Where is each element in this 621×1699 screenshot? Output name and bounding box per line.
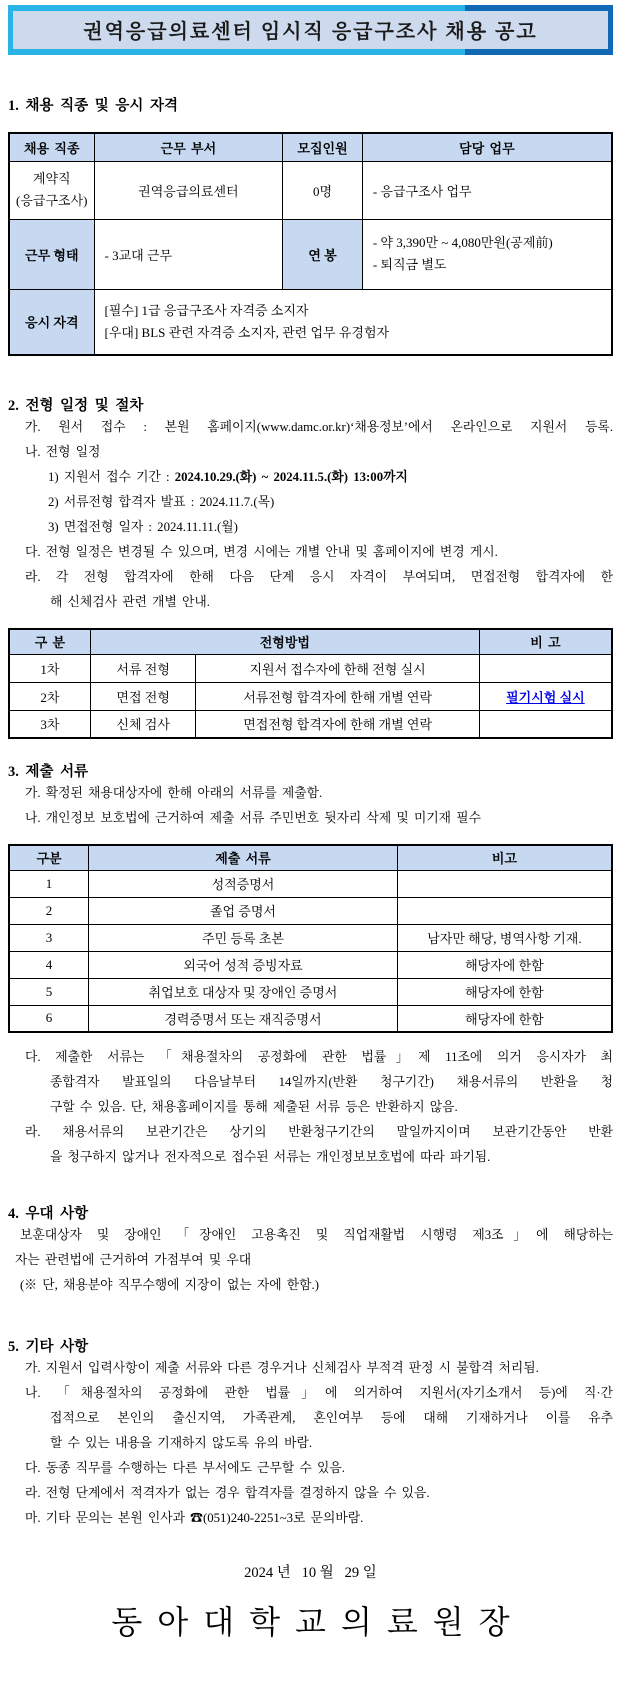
- dept-cell: 권역응급의료센터: [94, 161, 283, 219]
- banner-bottom-bar: [13, 49, 608, 55]
- written-test-note: 필기시험 실시: [506, 689, 585, 705]
- salary-label: 연 봉: [283, 219, 363, 289]
- count-cell: 0명: [283, 161, 363, 219]
- documents-row-3: [9, 924, 612, 951]
- issuer-signature: 동아대학교의료원장: [111, 1603, 525, 1640]
- issue-date: 2024 년 10 월 29 일: [244, 1565, 377, 1581]
- doc-3-name: 주민 등록 초본: [89, 924, 398, 951]
- doc-4-name: 외국어 성적 증빙자료: [89, 951, 398, 978]
- documents-row-6: [9, 1005, 612, 1032]
- doc-1-no: 1: [9, 870, 89, 897]
- section4-heading: 4. 우대 사항: [8, 1206, 89, 1222]
- recruit-header-job: 채용 직종: [9, 133, 94, 161]
- documents-header-doc: 제출 서류: [89, 845, 398, 870]
- process-row-2: [9, 682, 612, 710]
- recruit-header-count: 모집인원: [283, 133, 363, 161]
- doc-1-note: [397, 870, 612, 897]
- page-title: 권역응급의료센터 임시직 응급구조사 채용 공고: [83, 21, 538, 43]
- s2-sub1: [48, 465, 613, 490]
- s2-sub1-prefix: 1) 지원서 접수 기간 :: [48, 470, 175, 484]
- documents-row-1: [9, 870, 612, 897]
- doc-5-name: 취업보호 대상자 및 장애인 증명서: [89, 978, 398, 1005]
- process-2-desc: 서류전형 합격자에 한해 개별 연락: [196, 682, 479, 710]
- doc-2-name: 졸업 증명서: [89, 897, 398, 924]
- s4-line2: 자는 관련법에 근거하여 가점부여 및 우대: [15, 1253, 252, 1267]
- process-1-desc: 지원서 접수자에 한해 전형 실시: [196, 654, 479, 682]
- process-3-note: [479, 710, 612, 738]
- documents-row-2: [9, 897, 612, 924]
- process-2-no: 2차: [9, 682, 90, 710]
- documents-header-note: 비고: [397, 845, 612, 870]
- doc-6-no: 6: [9, 1005, 89, 1032]
- doc-2-no: 2: [9, 897, 89, 924]
- s2-item-na: 나. 전형 일정: [25, 445, 101, 459]
- process-row-3: [9, 710, 612, 738]
- doc-5-note: 해당자에 한함: [397, 978, 612, 1005]
- doc-3-note: 남자만 해당, 병역사항 기재.: [397, 924, 612, 951]
- s2-sub3: 3) 면접전형 일자 : 2024.11.11.(월): [48, 520, 238, 534]
- s3-item-ga: 가. 확정된 채용대상자에 한해 아래의 서류를 제출함.: [25, 786, 323, 800]
- section2-heading: 2. 전형 일정 및 절차: [8, 398, 144, 414]
- banner-body: [13, 11, 608, 49]
- s5-item-ra: 라. 전형 단계에서 적격자가 없는 경우 합격자를 결정하지 않을 수 있음.: [25, 1486, 430, 1500]
- recruit-header-duty: 담당 업무: [362, 133, 612, 161]
- salary-line2: - 퇴직금 별도: [372, 257, 447, 272]
- qualification-value: [94, 289, 612, 355]
- process-row-1: [9, 654, 612, 682]
- duty-cell: - 응급구조사 업무: [362, 161, 612, 219]
- recruit-table-header-row: [9, 133, 612, 161]
- s3-item-ra-line1: 라. 채용서류의 보관기간은 상기의 반환청구기간의 말일까지이며 보관기간동안 반환: [25, 1125, 613, 1139]
- job-type-line1: 계약직: [32, 171, 71, 186]
- qualification-line1: [필수] 1급 응급구조사 자격증 소지자: [104, 302, 309, 318]
- work-type-label: 근무 형태: [9, 219, 94, 289]
- process-1-method: 서류 전형: [90, 654, 196, 682]
- s3-item-ra-line2: 을 청구하지 않거나 전자적으로 접수된 서류는 개인정보보호법에 따라 파기됨.: [50, 1150, 491, 1164]
- s2-item-da: 다. 전형 일정은 변경될 수 있으며, 변경 시에는 개별 안내 및 홈페이지에 변경 게시.: [25, 545, 498, 559]
- process-table-header-row: [9, 629, 612, 654]
- s2-sub1-period: 2024.10.29.(화) ~ 2024.11.5.(화) 13:00까지: [174, 470, 408, 484]
- s5-item-na-line2: 접적으로 본인의 출신지역, 가족관계, 혼인여부 등에 대해 기재하거나 이를 유추: [50, 1411, 613, 1425]
- s3-item-da-line1: 다. 제출한 서류는 「채용절차의 공정화에 관한 법률」제 11조에 의거 응시자가 최: [25, 1050, 613, 1064]
- process-2-method: 면접 전형: [90, 682, 196, 710]
- s5-item-ma: 마. 기타 문의는 본원 인사과 ☎(051)240-2251~3로 문의바람.: [25, 1511, 364, 1525]
- process-header-no: 구 분: [9, 629, 90, 654]
- recruit-table: [8, 132, 613, 356]
- doc-3-no: 3: [9, 924, 89, 951]
- s4-line3: (※ 단, 채용분야 직무수행에 지장이 없는 자에 한함.): [20, 1278, 319, 1292]
- section1-heading: 1. 채용 직종 및 응시 자격: [8, 98, 179, 114]
- doc-6-name: 경력증명서 또는 재직증명서: [89, 1005, 398, 1032]
- documents-row-4: [9, 951, 612, 978]
- s3-item-da-line3: 구할 수 있음. 단, 채용홈페이지를 통해 제출된 서류 등은 반환하지 않음.: [50, 1100, 458, 1114]
- documents-table: [8, 844, 613, 1033]
- s2-item-ga: 가. 원서 접수 : 본원 홈페이지(www.damc.or.kr)‘채용정보’에서 온라인으로 지원서 등록.: [25, 420, 613, 434]
- doc-1-name: 성적증명서: [89, 870, 398, 897]
- section3-heading: 3. 제출 서류: [8, 764, 89, 780]
- qualification-line2: [우대] BLS 관련 자격증 소지자, 관련 업무 유경험자: [104, 324, 390, 340]
- documents-row-5: [9, 978, 612, 1005]
- s5-item-na-line3: 할 수 있는 내용을 기재하지 않도록 유의 바람.: [50, 1436, 313, 1450]
- process-table: [8, 628, 613, 739]
- s5-item-da: 다. 동종 직무를 수행하는 다른 부서에도 근무할 수 있음.: [25, 1461, 345, 1475]
- title-banner: [8, 5, 613, 55]
- job-type-cell: [9, 161, 94, 219]
- s2-item-ra-line2: 해 신체검사 관련 개별 안내.: [50, 595, 210, 609]
- process-3-desc: 면접전형 합격자에 한해 개별 연락: [196, 710, 479, 738]
- doc-2-note: [397, 897, 612, 924]
- s2-item-ra-line1: 라. 각 전형 합격자에 한해 다음 단계 응시 자격이 부여되며, 면접전형 합격자에 한: [25, 570, 613, 584]
- process-header-note: 비 고: [479, 629, 612, 654]
- salary-value: [362, 219, 612, 289]
- s5-item-na-line1: 나. 「채용절차의 공정화에 관한 법률」에 의거하여 지원서(자기소개서 등)에 직·간: [25, 1386, 613, 1400]
- s3-item-da-line2: 종합격자 발표일의 다음날부터 14일까지(반환 청구기간) 채용서류의 반환을 청: [50, 1075, 613, 1089]
- doc-4-note: 해당자에 한함: [397, 951, 612, 978]
- process-3-method: 신체 검사: [90, 710, 196, 738]
- doc-4-no: 4: [9, 951, 89, 978]
- s2-sub2: 2) 서류전형 합격자 발표 : 2024.11.7.(목): [48, 495, 275, 509]
- process-1-no: 1차: [9, 654, 90, 682]
- salary-line1: - 약 3,390만 ~ 4,080만원(공제前): [372, 235, 553, 250]
- recruit-table-row-work: [9, 219, 612, 289]
- documents-header-no: 구분: [9, 845, 89, 870]
- doc-6-note: 해당자에 한함: [397, 1005, 612, 1032]
- section5-heading: 5. 기타 사항: [8, 1339, 89, 1355]
- process-header-method: 전형방법: [90, 629, 479, 654]
- doc-5-no: 5: [9, 978, 89, 1005]
- s4-line1: 보훈대상자 및 장애인 「장애인 고용촉진 및 직업재활법 시행령 제3조」에 해당하는: [20, 1228, 613, 1242]
- process-2-note: [479, 682, 612, 710]
- qualification-label: 응시 자격: [9, 289, 94, 355]
- s3-item-na: 나. 개인정보 보호법에 근거하여 제출 서류 주민번호 뒷자리 삭제 및 미기재 필수: [25, 811, 481, 825]
- s5-item-ga: 가. 지원서 입력사항이 제출 서류와 다른 경우거나 신체검사 부적격 판정 시 불합격 처리됨.: [25, 1361, 539, 1375]
- documents-table-header-row: [9, 845, 612, 870]
- job-type-line2: (응급구조사): [16, 193, 88, 208]
- recruit-table-row-qualification: [9, 289, 612, 355]
- process-1-note: [479, 654, 612, 682]
- recruit-table-row-job: [9, 161, 612, 219]
- work-type-value: - 3교대 근무: [94, 219, 283, 289]
- process-3-no: 3차: [9, 710, 90, 738]
- recruit-header-dept: 근무 부서: [94, 133, 283, 161]
